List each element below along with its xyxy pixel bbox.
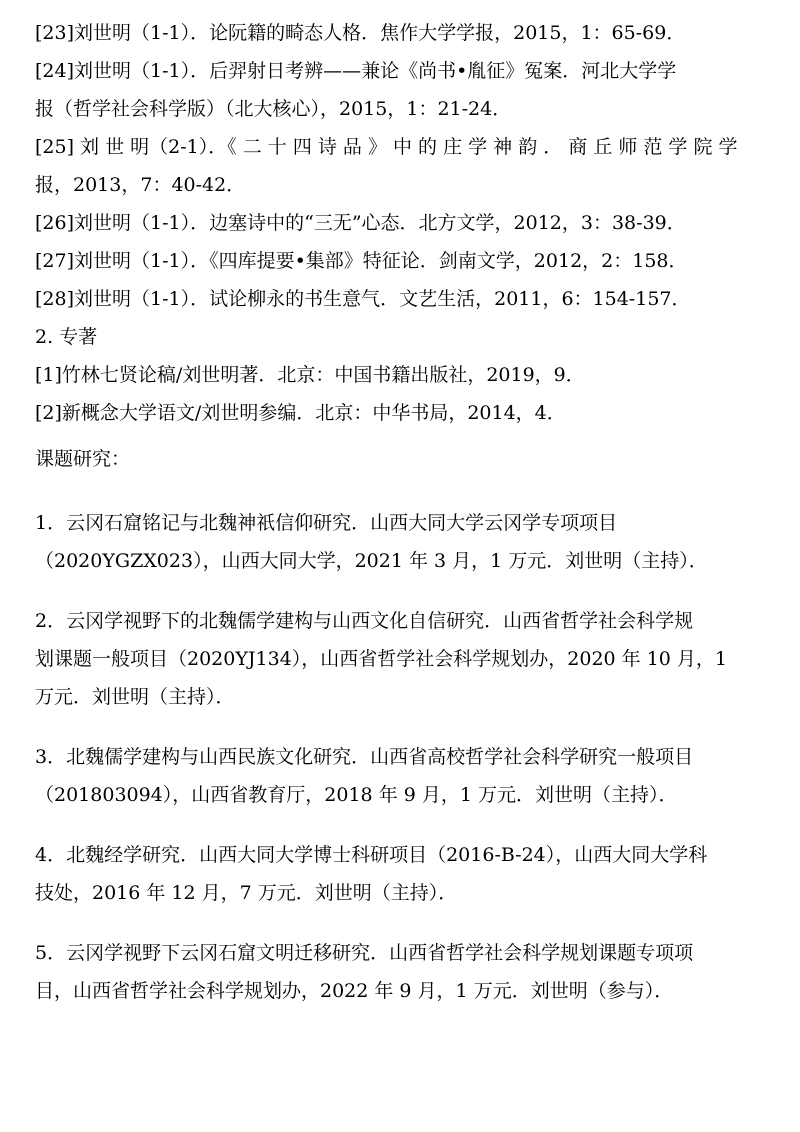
paper-list: [35, 14, 758, 318]
project-entry-5: [35, 934, 758, 1010]
project-5-line-2: 目，山西省哲学社会科学规划办，2022 年 9 月，1 万元．刘世明（参与）．: [35, 980, 674, 1002]
paper-25-line-1: [25] 刘 世 明（2-1）．《 二 十 四 诗 品 》 中 的 庄 学 神 韵 ． 商 丘 师 范 学 院 学: [35, 136, 738, 158]
paper-entry-26: [35, 204, 758, 242]
project-1-line-1: 1．云冈石窟铭记与北魏神祇信仰研究．山西大同大学云冈学专项项目: [35, 512, 618, 534]
paper-28-line-1: [28]刘世明（1-1）．试论柳永的书生意气．文艺生活，2011，6：154-157．: [35, 288, 691, 310]
project-section: [35, 440, 758, 1010]
paper-26-line-1: [26]刘世明（1-1）．边塞诗中的“三无”心态．北方文学，2012，3：38-39．: [35, 212, 686, 234]
project-4-line-2: 技处，2016 年 12 月，7 万元．刘世明（主持）．: [35, 882, 458, 904]
paper-entry-25: [35, 128, 758, 204]
project-5-line-1: 5．云冈学视野下云冈石窟文明迁移研究．山西省哲学社会科学规划课题专项项: [35, 942, 694, 964]
paper-24-line-1: [24]刘世明（1-1）．后羿射日考辨——兼论《尚书•胤征》冤案．河北大学学: [35, 60, 677, 82]
monograph-item-2: [2]新概念大学语文/刘世明参编．北京：中华书局，2014，4．: [35, 402, 566, 424]
paper-27-line-1: [27]刘世明（1-1）．《四库提要•集部》特征论．剑南文学，2012，2：158．: [35, 250, 688, 272]
project-2-line-1: 2．云冈学视野下的北魏儒学建构与山西文化自信研究．山西省哲学社会科学规: [35, 610, 694, 632]
monograph-section: [35, 318, 758, 432]
paper-entry-24: [35, 52, 758, 128]
project-3-line-2: （201803094），山西省教育厅，2018 年 9 月，1 万元．刘世明（主持）．: [35, 784, 678, 806]
project-2-line-2: 划课题一般项目（2020YJ134），山西省哲学社会科学规划办，2020 年 10 月，1: [35, 648, 728, 670]
paper-25-line-2: 报，2013，7：40-42．: [35, 174, 246, 196]
project-4-line-1: 4．北魏经学研究．山西大同大学博士科研项目（2016-B-24），山西大同大学科: [35, 844, 708, 866]
monograph-item-1: [1]竹林七贤论稿/刘世明著．北京：中国书籍出版社，2019，9．: [35, 364, 585, 386]
paper-entry-27: [35, 242, 758, 280]
paper-entry-23: [35, 14, 758, 52]
paper-23-line-1: [23]刘世明（1-1）．论阮籍的畸态人格．焦作大学学报，2015，1：65-69．: [35, 22, 686, 44]
project-entry-1: [35, 504, 758, 580]
project-2-line-3: 万元．刘世明（主持）．: [35, 686, 235, 708]
project-1-line-2: （2020YGZX023），山西大同大学，2021 年 3 月，1 万元．刘世明（主持）．: [35, 550, 708, 572]
paper-24-line-2: 报（哲学社会科学版）（北大核心），2015，1：21-24．: [35, 98, 512, 120]
paper-entry-28: [35, 280, 758, 318]
project-entry-3: [35, 738, 758, 814]
project-entry-2: [35, 602, 758, 716]
project-entry-4: [35, 836, 758, 912]
project-3-line-1: 3．北魏儒学建构与山西民族文化研究．山西省高校哲学社会科学研究一般项目: [35, 746, 694, 768]
monograph-section-title: 2. 专著: [35, 326, 98, 348]
project-section-heading: 课题研究：: [35, 448, 131, 470]
